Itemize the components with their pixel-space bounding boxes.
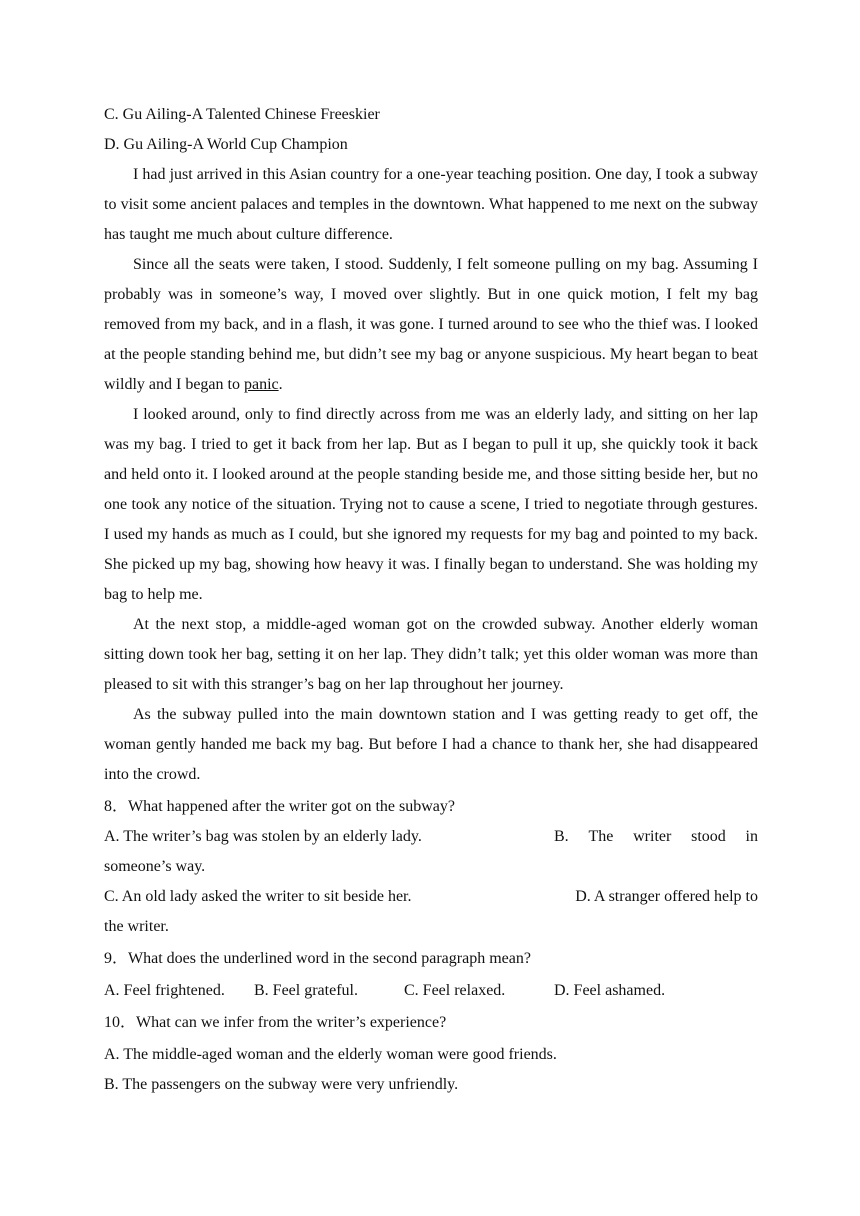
question-10-option-b: B. The passengers on the subway were very unfriendly. xyxy=(104,1076,459,1093)
question-8-option-d: D. A stranger offered help to xyxy=(575,888,758,905)
question-8-row-cd xyxy=(104,882,758,912)
passage-paragraph-2 xyxy=(104,250,758,400)
option-b-word: in xyxy=(745,828,758,845)
question-9-option-b: B. Feel grateful. xyxy=(254,982,358,999)
underlined-word: panic xyxy=(243,376,279,393)
question-9-option-a: A. Feel frightened. xyxy=(104,982,225,999)
option-b-word: B. xyxy=(554,828,569,845)
question-8-option-a: A. The writer’s bag was stolen by an elderly lady. xyxy=(104,828,422,845)
question-9-options xyxy=(104,976,758,1006)
question-10-option-a: A. The middle-aged woman and the elderly woman were good friends. xyxy=(104,1046,557,1063)
question-9-stem: 9．What does the underlined word in the second paragraph mean? xyxy=(104,950,531,967)
question-8-option-d-continued: the writer. xyxy=(104,918,169,935)
paragraph-2-text: Since all the seats were taken, I stood. Suddenly, I felt someone pulling on my bag. Assuming I probably was in someone’s way, I moved over slightly. But in one quick motion, I felt my bag removed from my back, and in a flash, it was gone. I turned around to see who the thief was. I looked at the people standing behind me, but didn’t see my bag or anyone suspicious. My heart began to beat wildly and I began to xyxy=(104,256,758,393)
question-9-option-c: C. Feel relaxed. xyxy=(404,982,506,999)
option-d-previous: D. Gu Ailing-A World Cup Champion xyxy=(104,136,348,153)
option-b-word: writer xyxy=(633,828,672,845)
question-8-option-b-continued: someone’s way. xyxy=(104,858,206,875)
question-9-option-d: D. Feel ashamed. xyxy=(554,982,666,999)
question-8-option-c: C. An old lady asked the writer to sit beside her. xyxy=(104,888,412,905)
question-8-row-ab xyxy=(104,822,758,852)
passage-paragraph-1: I had just arrived in this Asian country for a one-year teaching position. One day, I took a subway to visit some ancient palaces and temples in the downtown. What happened to me next on the subway has taught me much about culture difference. xyxy=(104,166,758,243)
passage-paragraph-3: I looked around, only to find directly across from me was an elderly lady, and sitting on her lap was my bag. I tried to get it back from her lap. But as I began to pull it up, she quickly took it back and held onto it. I looked around at the people standing beside me, and those sitting beside her, but no one took any notice of the situation. Trying not to cause a scene, I tried to negotiate through gestures. I used my hands as much as I could, but she ignored my requests for my bag and pointed to my back. She picked up my bag, showing how heavy it was. I finally began to understand. She was holding my bag to help me. xyxy=(104,406,758,603)
passage-paragraph-5: As the subway pulled into the main downtown station and I was getting ready to get off, the woman gently handed me back my bag. But before I had a chance to thank her, she had disappeared into the crowd. xyxy=(104,706,758,783)
question-8-stem: 8．What happened after the writer got on the subway? xyxy=(104,798,455,815)
question-10-stem: 10．What can we infer from the writer’s experience? xyxy=(104,1014,447,1031)
option-b-word: stood xyxy=(691,828,726,845)
document-page xyxy=(104,100,758,1100)
paragraph-2-end: . xyxy=(278,376,283,393)
passage-paragraph-4: At the next stop, a middle-aged woman got on the crowded subway. Another elderly woman sitting down took her bag, setting it on her lap. They didn’t talk; yet this older woman was more than pleased to sit with this stranger’s bag on her lap throughout her journey. xyxy=(104,616,758,693)
option-b-word: The xyxy=(588,828,614,845)
question-8-option-b xyxy=(554,822,758,852)
option-c-previous: C. Gu Ailing-A Talented Chinese Freeskier xyxy=(104,106,380,123)
